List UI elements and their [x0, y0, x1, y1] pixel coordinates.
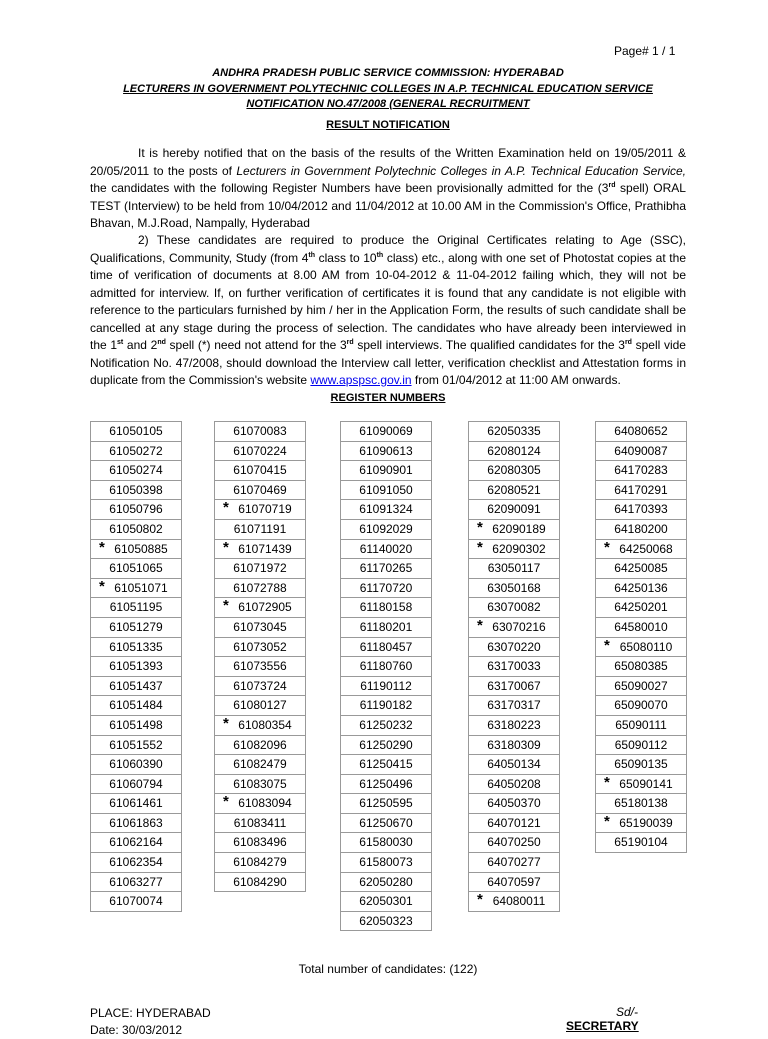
interviewed-asterisk: * — [99, 577, 105, 595]
interviewed-asterisk: * — [477, 538, 483, 556]
register-number-cell: 61073045 — [215, 617, 305, 637]
register-number-cell: 61180158 — [341, 597, 431, 617]
register-number-cell: 61170265 — [341, 558, 431, 578]
register-number-cell: 65180138 — [596, 793, 686, 813]
register-number-cell: 64250201 — [596, 597, 686, 617]
signature-mark: Sd/- — [616, 1005, 639, 1019]
register-number-cell: * 62090189 — [469, 519, 559, 539]
register-number-cell: 65090111 — [596, 715, 686, 735]
register-number-cell: 62080305 — [469, 460, 559, 480]
register-number-cell: 61061461 — [91, 793, 181, 813]
register-number-cell: * 64250068 — [596, 539, 686, 559]
register-number-cell: 61072788 — [215, 578, 305, 598]
register-number-cell: 61250670 — [341, 813, 431, 833]
register-number-cell: 61580073 — [341, 852, 431, 872]
register-number-cell: * 64080011 — [469, 891, 559, 911]
register-column-3 — [340, 421, 432, 931]
register-number-cell: 61250290 — [341, 735, 431, 755]
register-number-cell: 61140020 — [341, 539, 431, 559]
register-number-cell: 63180309 — [469, 735, 559, 755]
register-number-cell: 64080652 — [596, 421, 686, 441]
register-number-cell: 61091324 — [341, 499, 431, 519]
register-number-cell: 62050335 — [469, 421, 559, 441]
register-number-cell: 62050323 — [341, 911, 431, 931]
register-number-cell: 61250595 — [341, 793, 431, 813]
interviewed-asterisk: * — [477, 616, 483, 634]
register-number-cell: 63070220 — [469, 637, 559, 657]
interviewed-asterisk: * — [477, 891, 483, 909]
register-number-cell: * 65190039 — [596, 813, 686, 833]
register-number-cell: * 61051071 — [91, 578, 181, 598]
interviewed-asterisk: * — [223, 499, 229, 517]
register-number-cell: 61090901 — [341, 460, 431, 480]
register-number-cell: 62050301 — [341, 891, 431, 911]
register-number-cell: 62080124 — [469, 441, 559, 461]
register-number-cell: * 65090141 — [596, 774, 686, 794]
interviewed-asterisk: * — [604, 636, 610, 654]
register-number-cell: 64070597 — [469, 872, 559, 892]
register-number-cell: 61051393 — [91, 656, 181, 676]
register-number-cell: 61090613 — [341, 441, 431, 461]
register-number-cell: 61084290 — [215, 872, 305, 892]
register-number-cell: 61050274 — [91, 460, 181, 480]
register-number-cell: 61190182 — [341, 695, 431, 715]
interviewed-asterisk: * — [604, 538, 610, 556]
register-number-cell: 61580030 — [341, 832, 431, 852]
register-column-5 — [595, 421, 687, 853]
register-number-cell: 61190112 — [341, 676, 431, 696]
register-number-cell: 64170393 — [596, 499, 686, 519]
register-number-cell: 61073724 — [215, 676, 305, 696]
register-number-cell: 61050272 — [91, 441, 181, 461]
register-number-cell: * 61072905 — [215, 597, 305, 617]
register-number-cell: * 61071439 — [215, 539, 305, 559]
register-number-cell: 64250136 — [596, 578, 686, 598]
register-number-cell: 64070277 — [469, 852, 559, 872]
register-number-cell: 64580010 — [596, 617, 686, 637]
register-number-cell: 61050398 — [91, 480, 181, 500]
register-number-cell: 64090087 — [596, 441, 686, 461]
register-number-cell: 62050280 — [341, 872, 431, 892]
place-date — [90, 1005, 211, 1039]
register-number-cell: * 61080354 — [215, 715, 305, 735]
register-number-cell: 61063277 — [91, 872, 181, 892]
register-number-cell: 64170291 — [596, 480, 686, 500]
interviewed-asterisk: * — [223, 538, 229, 556]
register-number-cell: 64250085 — [596, 558, 686, 578]
commission-name: ANDHRA PRADESH PUBLIC SERVICE COMMISSION: HYDERABAD — [212, 67, 564, 79]
register-number-cell: 64050208 — [469, 774, 559, 794]
register-number-cell: 61051552 — [91, 735, 181, 755]
register-number-cell: 61071972 — [215, 558, 305, 578]
register-number-cell: 61073556 — [215, 656, 305, 676]
register-numbers-title: REGISTER NUMBERS — [330, 392, 446, 404]
register-number-cell: 61051498 — [91, 715, 181, 735]
interviewed-asterisk: * — [99, 538, 105, 556]
register-number-cell: 61083411 — [215, 813, 305, 833]
website-link[interactable]: www.apspsc.gov.in — [310, 373, 412, 387]
interviewed-asterisk: * — [477, 518, 483, 536]
register-number-cell: 61051065 — [91, 558, 181, 578]
register-number-cell: 61180201 — [341, 617, 431, 637]
total-candidates: Total number of candidates: (122) — [298, 962, 478, 976]
register-number-cell: 63180223 — [469, 715, 559, 735]
page-number: Page# 1 / 1 — [614, 44, 676, 58]
register-number-cell: 64170283 — [596, 460, 686, 480]
register-number-cell: 61082096 — [215, 735, 305, 755]
register-number-cell: * 65080110 — [596, 637, 686, 657]
register-number-cell: * 61083094 — [215, 793, 305, 813]
register-number-cell: 65080385 — [596, 656, 686, 676]
register-number-cell: 61060794 — [91, 774, 181, 794]
register-number-cell: 61092029 — [341, 519, 431, 539]
register-number-cell: 61051195 — [91, 597, 181, 617]
register-number-cell: 61083496 — [215, 832, 305, 852]
secretary-title: SECRETARY — [566, 1019, 639, 1033]
register-number-cell: 64070250 — [469, 832, 559, 852]
register-number-cell: 61050796 — [91, 499, 181, 519]
register-number-cell: 63070082 — [469, 597, 559, 617]
register-number-cell: 61250415 — [341, 754, 431, 774]
register-number-cell: 64050370 — [469, 793, 559, 813]
register-number-cell: 61062164 — [91, 832, 181, 852]
register-number-cell: 61051437 — [91, 676, 181, 696]
register-number-cell: 61084279 — [215, 852, 305, 872]
register-number-cell: 64050134 — [469, 754, 559, 774]
register-number-cell: 61080127 — [215, 695, 305, 715]
register-number-cell: 61070469 — [215, 480, 305, 500]
register-number-cell: 61180457 — [341, 637, 431, 657]
register-number-cell: 61070083 — [215, 421, 305, 441]
register-number-cell: 61082479 — [215, 754, 305, 774]
register-number-cell: 64070121 — [469, 813, 559, 833]
register-number-cell: 61071191 — [215, 519, 305, 539]
register-number-cell: 63170317 — [469, 695, 559, 715]
register-number-cell: 61051335 — [91, 637, 181, 657]
register-number-cell: * 61070719 — [215, 499, 305, 519]
result-notification-title: RESULT NOTIFICATION — [326, 119, 450, 131]
register-number-cell: 65090027 — [596, 676, 686, 696]
interviewed-asterisk: * — [604, 773, 610, 791]
register-number-cell: 61061863 — [91, 813, 181, 833]
register-number-cell: 61070074 — [91, 891, 181, 911]
register-number-cell: 61050802 — [91, 519, 181, 539]
interviewed-asterisk: * — [604, 812, 610, 830]
register-number-cell: 61070415 — [215, 460, 305, 480]
notification-number: NOTIFICATION NO.47/2008 (GENERAL RECRUITMENT — [246, 98, 530, 110]
register-number-cell: 61180760 — [341, 656, 431, 676]
register-number-cell: 61050105 — [91, 421, 181, 441]
register-number-cell: 65090070 — [596, 695, 686, 715]
register-number-cell: 65090112 — [596, 735, 686, 755]
register-number-cell: 61073052 — [215, 637, 305, 657]
register-number-cell: 61051484 — [91, 695, 181, 715]
date: Date: 30/03/2012 — [90, 1023, 183, 1037]
register-number-cell: 61062354 — [91, 852, 181, 872]
register-number-cell: 63050168 — [469, 578, 559, 598]
register-number-cell: 61083075 — [215, 774, 305, 794]
document-header — [90, 66, 686, 113]
register-column-2 — [214, 421, 306, 892]
interviewed-asterisk: * — [223, 597, 229, 615]
register-number-cell: 61060390 — [91, 754, 181, 774]
paragraph-1: It is hereby notified that on the basis of the results of the Written Examination held on 19/05/2011 & 20/05/2011 to the posts of Lecturers in Government Polytechnic Colleges in A.P. Technical Education Service, the candidates with the following Register Numbers have been provisionally admitted for the (3rd spell) ORAL TEST (Interview) to be held from 10/04/2012 and 11/04/2012 at 10.00 AM in the Commission's Office, Prathibha Bhavan, M.J.Road, Nampally, Hyderabad — [90, 146, 686, 230]
register-column-4 — [468, 421, 560, 912]
register-number-cell: 65090135 — [596, 754, 686, 774]
register-number-cell: * 63070216 — [469, 617, 559, 637]
register-number-cell: 62080521 — [469, 480, 559, 500]
register-number-cell: 62090091 — [469, 499, 559, 519]
register-number-cell: 61170720 — [341, 578, 431, 598]
register-number-cell: * 62090302 — [469, 539, 559, 559]
register-number-cell: 61250232 — [341, 715, 431, 735]
paragraph-2: 2) These candidates are required to produce the Original Certificates relating to Age (SSC), Qualifications, Community, Study (from 4th class to 10th class) etc., along with one set of Photostat copies at the time of verification of documents at 8.00 AM from 10-04-2012 & 11-04-2012 failing which, they will not be admitted for interview. If, on further verification of certificates it is found that any candidate is not eligible with reference to the particulars furnished by him / her in the Application Form, the results of such candidate shall be cancelled at any stage during the process of selection. The candidates who have already been interviewed in the 1st and 2nd spell (*) need not attend for the 3rd spell interviews. The qualified candidates for the 3rd spell vide Notification No. 47/2008, should download the Interview call letter, verification checklist and Attestation forms in duplicate from the Commission's website www.apspsc.gov.in from 01/04/2012 at 11:00 AM onwards. — [90, 233, 686, 387]
register-number-cell: 65190104 — [596, 832, 686, 852]
register-number-cell: * 61050885 — [91, 539, 181, 559]
place: PLACE: HYDERABAD — [90, 1006, 211, 1020]
register-number-cell: 61091050 — [341, 480, 431, 500]
interviewed-asterisk: * — [223, 793, 229, 811]
register-number-cell: 63170033 — [469, 656, 559, 676]
interviewed-asterisk: * — [223, 714, 229, 732]
register-number-cell: 61051279 — [91, 617, 181, 637]
register-column-1 — [90, 421, 182, 912]
register-number-cell: 63170067 — [469, 676, 559, 696]
register-number-cell: 63050117 — [469, 558, 559, 578]
register-number-cell: 64180200 — [596, 519, 686, 539]
post-title: LECTURERS IN GOVERNMENT POLYTECHNIC COLLEGES IN A.P. TECHNICAL EDUCATION SERVICE — [123, 82, 653, 95]
register-number-cell: 61250496 — [341, 774, 431, 794]
register-number-cell: 61070224 — [215, 441, 305, 461]
register-number-cell: 61090069 — [341, 421, 431, 441]
